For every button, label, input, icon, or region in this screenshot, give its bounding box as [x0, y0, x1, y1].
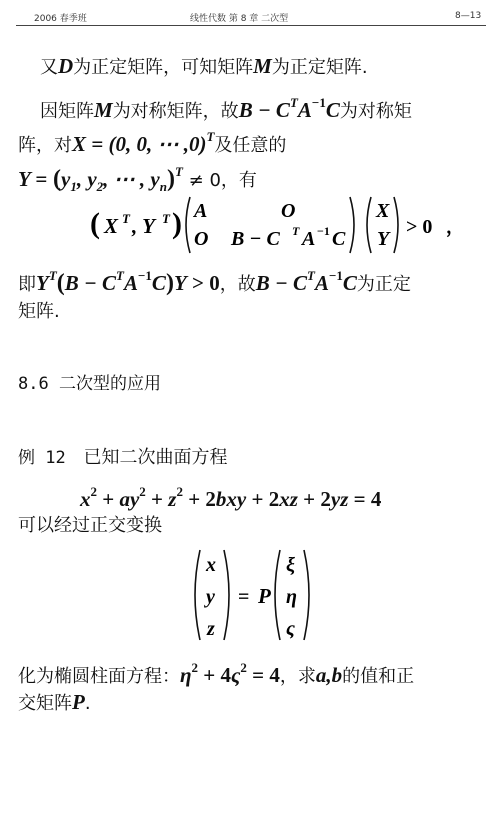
header-page: 8—13	[455, 11, 482, 21]
svg-text:A: A	[302, 228, 316, 250]
svg-text:O: O	[281, 200, 296, 222]
example-transform-text: 可以经过正交变换	[18, 515, 162, 536]
svg-text:): )	[172, 207, 182, 240]
quadric-equation: $x^2 + ay^2 + z^2 + 2bxy + 2xz + 2yz = 4$	[80, 484, 382, 511]
para1-line3: 阵，对X = (0, 0, ⋯ ,0)$^T$及任意的	[18, 129, 287, 156]
svg-text:−1: −1	[317, 224, 330, 238]
svg-text:> 0: > 0	[406, 216, 433, 238]
block-matrix-inequality	[86, 193, 466, 257]
svg-text:=: =	[238, 586, 250, 608]
header-rule	[16, 25, 486, 26]
svg-text:T: T	[122, 211, 130, 226]
svg-text:y: y	[206, 586, 215, 608]
header-left: 2006 春季班	[34, 14, 87, 24]
para1-line1: 又D为正定矩阵，可知矩阵M为正定矩阵.	[40, 54, 368, 78]
example-conclusion-line1: 化为椭圆柱面方程：$\eta^2 + 4\varsigma^2 = 4$，求a,b的值和正	[18, 660, 415, 687]
section-title: 8.6 二次型的应用	[18, 374, 161, 394]
svg-text:z: z	[207, 618, 215, 640]
para1-line4: $Y = (y_1$, $y_2$, ⋯ , $y_n)^T \ne 0$，有	[18, 164, 257, 194]
svg-text:T: T	[292, 224, 300, 238]
para1-line7: 矩阵.	[18, 301, 60, 322]
svg-text:X: X	[376, 200, 390, 222]
svg-text:O: O	[194, 228, 209, 250]
example-conclusion-line2: 交矩阵P.	[18, 690, 91, 714]
svg-text:C: C	[332, 228, 346, 250]
svg-text:X: X	[104, 214, 119, 238]
svg-text:P: P	[258, 584, 271, 608]
svg-text:x: x	[206, 554, 216, 576]
example-heading: 例 12 已知二次曲面方程	[18, 447, 228, 468]
svg-text:，: ，	[446, 217, 464, 237]
svg-text:η: η	[286, 586, 297, 608]
para1-line2: 因矩阵M为对称矩阵，故$B - C^TA^{-1}C$为对称矩	[40, 95, 412, 122]
para1-line6: 即$Y^T(B - C^TA^{-1}C)Y > 0$，故$B - C^TA^{-1}C$为正定	[18, 268, 411, 296]
svg-text:, Y: , Y	[132, 214, 155, 238]
orthogonal-transform	[190, 547, 320, 647]
svg-text:A: A	[194, 200, 208, 222]
svg-text:T: T	[162, 211, 170, 226]
svg-text:(: (	[90, 207, 100, 240]
svg-text:Y: Y	[377, 228, 390, 250]
svg-text:ς: ς	[286, 618, 295, 640]
svg-text:B − C: B − C	[231, 228, 280, 250]
svg-text:ξ: ξ	[286, 554, 295, 576]
header-center: 线性代数 第 8 章 二次型	[190, 14, 289, 24]
